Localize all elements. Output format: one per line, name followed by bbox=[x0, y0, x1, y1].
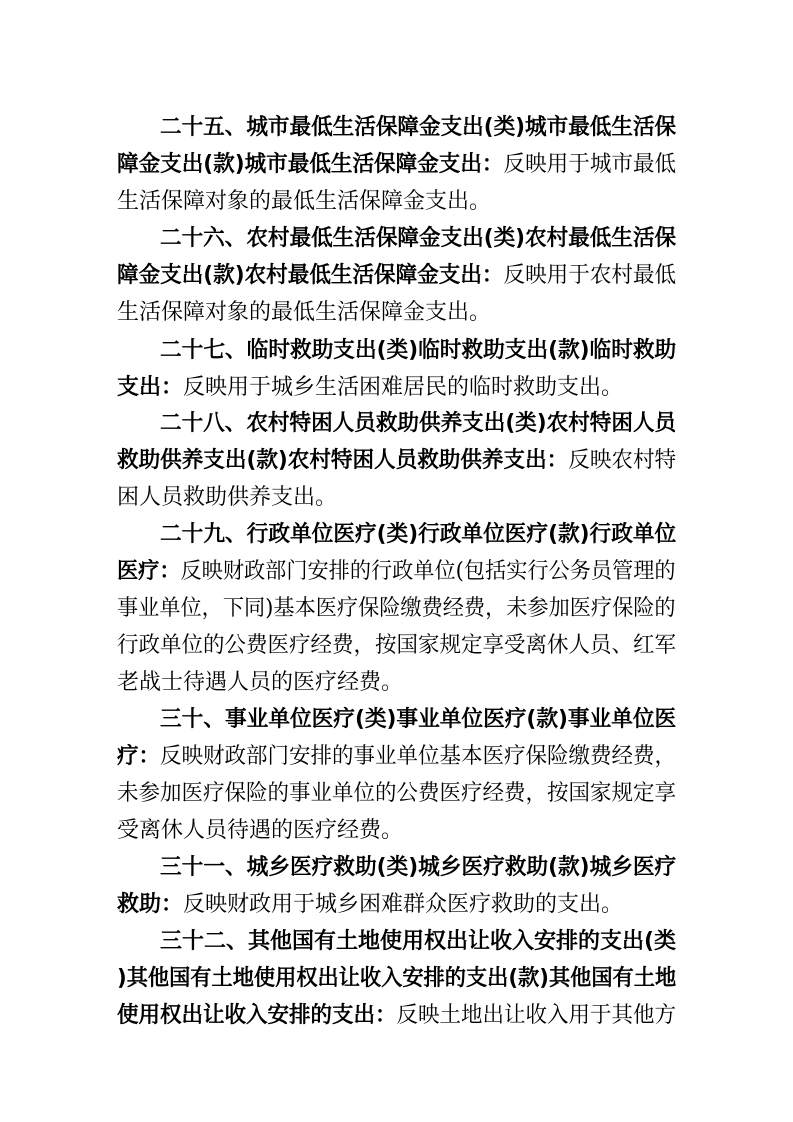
bold-text: 二十五、城市最低生活保障金支出(类)城市最低生活保 bbox=[160, 115, 677, 140]
body-text: 反映农村特 bbox=[568, 448, 677, 473]
paragraph-32-line-2 bbox=[117, 960, 676, 997]
paragraph-29-line-5 bbox=[117, 664, 403, 701]
bold-text: )其他国有土地使用权出让收入安排的支出(款)其他国有土地 bbox=[117, 966, 677, 991]
bold-text: 三十一、城乡医疗救助(类)城乡医疗救助(款)城乡医疗 bbox=[160, 855, 677, 880]
bold-text: 障金支出(款)城市最低生活保障金支出： bbox=[117, 152, 504, 177]
paragraph-32-line-1 bbox=[160, 923, 676, 960]
body-text: 生活保障对象的最低生活保障金支出。 bbox=[117, 189, 492, 214]
paragraph-29-line-3 bbox=[117, 590, 676, 627]
bold-text: 障金支出(款)农村最低生活保障金支出： bbox=[117, 263, 504, 288]
bold-text: 二十七、临时救助支出(类)临时救助支出(款)临时救助 bbox=[160, 338, 677, 363]
paragraph-29-line-4 bbox=[117, 627, 676, 664]
paragraph-31-line-2 bbox=[117, 886, 623, 923]
bold-text: 支出： bbox=[117, 375, 184, 400]
body-text: 困人员救助供养支出。 bbox=[117, 485, 338, 510]
paragraph-32-line-3 bbox=[117, 997, 676, 1034]
paragraph-29-line-2 bbox=[117, 553, 676, 590]
body-text: 行政单位的公费医疗经费，按国家规定享受离休人员、红军 bbox=[117, 633, 677, 658]
body-text: 反映用于农村最低 bbox=[503, 263, 677, 288]
bold-text: 三十、事业单位医疗(类)事业单位医疗(款)事业单位医 bbox=[160, 707, 677, 732]
body-text: 反映用于城乡生活困难居民的临时救助支出。 bbox=[183, 375, 624, 400]
paragraph-30-line-2 bbox=[117, 738, 676, 775]
body-text: 反映用于城市最低 bbox=[503, 152, 677, 177]
bold-text: 疗： bbox=[117, 744, 161, 769]
paragraph-28-line-3 bbox=[117, 479, 337, 516]
paragraph-25-line-3 bbox=[117, 183, 491, 220]
paragraph-28-line-2 bbox=[117, 442, 676, 479]
paragraph-30-line-3 bbox=[117, 775, 676, 812]
bold-text: 使用权出让收入安排的支出： bbox=[117, 1003, 397, 1028]
body-text: 反映财政部门安排的事业单位基本医疗保险缴费经费， bbox=[160, 744, 677, 769]
paragraph-30-line-4 bbox=[117, 812, 403, 849]
paragraph-27-line-2 bbox=[117, 369, 623, 406]
bold-text: 二十八、农村特困人员救助供养支出(类)农村特困人员 bbox=[160, 411, 677, 436]
paragraph-26-line-1 bbox=[160, 220, 676, 257]
body-text: 反映土地出让收入用于其他方 bbox=[396, 1003, 677, 1028]
body-text: 事业单位，下同)基本医疗保险缴费经费，未参加医疗保险的 bbox=[117, 596, 676, 621]
bold-text: 三十二、其他国有土地使用权出让收入安排的支出(类 bbox=[160, 929, 677, 954]
paragraph-26-line-2 bbox=[117, 257, 676, 294]
paragraph-31-line-1 bbox=[160, 849, 676, 886]
body-text: 反映财政用于城乡困难群众医疗救助的支出。 bbox=[183, 892, 624, 917]
bold-text: 二十九、行政单位医疗(类)行政单位医疗(款)行政单位 bbox=[160, 522, 677, 547]
body-text: 反映财政部门安排的行政单位(包括实行公务员管理的 bbox=[180, 559, 676, 584]
paragraph-26-line-3 bbox=[117, 294, 491, 331]
paragraph-27-line-1 bbox=[160, 332, 676, 369]
paragraph-25-line-2 bbox=[117, 146, 676, 183]
paragraph-29-line-1 bbox=[160, 516, 676, 553]
bold-text: 二十六、农村最低生活保障金支出(类)农村最低生活保 bbox=[160, 226, 677, 251]
body-text: 老战士待遇人员的医疗经费。 bbox=[117, 670, 404, 695]
paragraph-28-line-1 bbox=[160, 405, 676, 442]
bold-text: 救助： bbox=[117, 892, 184, 917]
paragraph-25-line-1 bbox=[160, 109, 676, 146]
body-text: 受离休人员待遇的医疗经费。 bbox=[117, 818, 404, 843]
body-text: 生活保障对象的最低生活保障金支出。 bbox=[117, 300, 492, 325]
bold-text: 医疗： bbox=[117, 559, 181, 584]
bold-text: 救助供养支出(款)农村特困人员救助供养支出： bbox=[117, 448, 569, 473]
paragraph-30-line-1 bbox=[160, 701, 676, 738]
body-text: 未参加医疗保险的事业单位的公费医疗经费，按国家规定享 bbox=[117, 781, 677, 806]
